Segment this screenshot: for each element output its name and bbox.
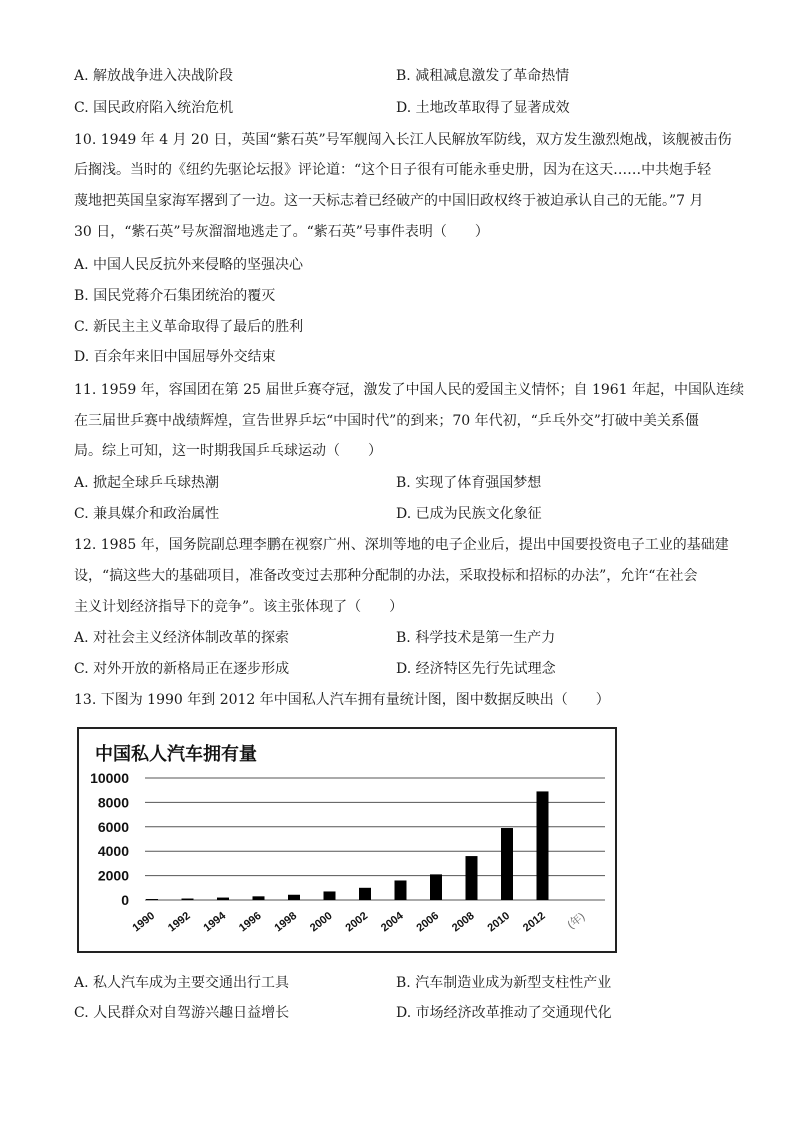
q12-option-b: B. 科学技术是第一生产力	[396, 630, 556, 646]
q10-stem-line: 30 日，“紫石英”号灰溜溜地逃走了。“紫石英”号事件表明（ ）	[74, 224, 489, 240]
q12-stem-line: 设，“搞这些大的基础项目，准备改变过去那种分配制的办法，采取投标和招标的办法”，允许“在社会	[74, 568, 698, 584]
q13-option-a: A. 私人汽车成为主要交通出行工具	[74, 975, 290, 991]
q10-stem-line: 后搁浅。当时的《纽约先驱论坛报》评论道：“这个日子很有可能永垂史册，因为在这天……中共炮手轻	[74, 162, 712, 178]
q10-option-c: C. 新民主主义革命取得了最后的胜利	[74, 319, 304, 335]
bar-2002	[359, 888, 371, 900]
q12-option-c: C. 对外开放的新格局正在逐步形成	[74, 661, 290, 677]
q9-option-a: A. 解放战争进入决战阶段	[74, 68, 234, 84]
q12-stem-line: 主义计划经济指导下的竞争”。该主张体现了（ ）	[74, 599, 404, 615]
x-tick-label: 1996	[236, 909, 264, 935]
y-tick-label: 10000	[90, 770, 129, 786]
x-axis-ticks	[130, 909, 547, 934]
bar-2012	[537, 791, 549, 900]
y-tick-label: 6000	[97, 818, 129, 835]
bar-1990	[146, 899, 158, 900]
q10-option-a: A. 中国人民反抗外来侵略的坚强决心	[74, 257, 304, 273]
q11-stem-line: 11. 1959 年，容国团在第 25 届世乒赛夺冠，激发了中国人民的爱国主义情怀；自 1961 年起，中国队连续	[74, 382, 745, 398]
y-axis-ticks	[90, 770, 129, 908]
q11-stem-line: 局。综上可知，这一时期我国乒乓球运动（ ）	[74, 443, 382, 459]
chart-title: 中国私人汽车拥有量	[95, 744, 257, 764]
x-tick-label: 1990	[130, 909, 158, 935]
q10-option-d: D. 百余年来旧中国屈辱外交结束	[74, 349, 276, 365]
x-tick-label: 2004	[378, 909, 406, 935]
y-tick-label: 4000	[97, 843, 129, 860]
chart-grid	[145, 778, 605, 900]
q13-option-b: B. 汽车制造业成为新型支柱性产业	[396, 975, 612, 991]
x-tick-label: 2012	[520, 909, 548, 935]
bar-1992	[182, 899, 194, 900]
q13-option-c: C. 人民群众对自驾游兴趣日益增长	[74, 1005, 290, 1021]
q10-stem-line: 蔑地把英国皇家海军撂到了一边。这一天标志着已经破产的中国旧政权终于被迫承认自己的无能。”7 月	[74, 193, 704, 209]
y-tick-label: 0	[121, 892, 129, 908]
q13-option-d: D. 市场经济改革推动了交通现代化	[396, 1005, 612, 1021]
q11-stem-line: 在三届世乒赛中战绩辉煌，宣告世界乒坛“中国时代”的到来；70 年代初，“乒乓外交”打破中美关系僵	[74, 413, 699, 429]
q10-option-b: B. 国民党蒋介石集团统治的覆灭	[74, 288, 276, 304]
q11-option-d: D. 已成为民族文化象征	[396, 506, 542, 522]
x-tick-label: 2002	[343, 909, 371, 935]
x-tick-label: 1998	[272, 909, 300, 935]
x-tick-label: 2010	[485, 909, 513, 935]
private-car-chart	[77, 727, 617, 953]
x-tick-label: 1994	[201, 909, 229, 935]
bar-1994	[217, 898, 229, 900]
bar-2006	[430, 874, 442, 900]
y-tick-label: 8000	[97, 794, 129, 811]
chart-bars	[146, 791, 549, 900]
q11-option-a: A. 掀起全球乒乓球热潮	[74, 475, 220, 491]
bar-2008	[466, 856, 478, 900]
x-tick-label: 1992	[165, 909, 193, 935]
y-tick-label: 2000	[97, 867, 129, 884]
q9-option-d: D. 土地改革取得了显著成效	[396, 100, 570, 116]
bar-2004	[395, 880, 407, 900]
x-axis-unit-label: (年)	[565, 910, 588, 932]
q12-option-d: D. 经济特区先行先试理念	[396, 661, 556, 677]
bar-2000	[324, 891, 336, 900]
bar-1996	[253, 896, 265, 900]
chart-svg	[79, 729, 615, 951]
q12-stem-line: 12. 1985 年，国务院副总理李鹏在视察广州、深圳等地的电子企业后，提出中国要投资电子工业的基础建	[74, 537, 729, 553]
q13-stem: 13. 下图为 1990 年到 2012 年中国私人汽车拥有量统计图，图中数据反映出（ ）	[74, 692, 610, 708]
x-tick-label: 2000	[307, 909, 335, 935]
x-tick-label: 2006	[414, 909, 442, 935]
q9-option-b: B. 减租减息激发了革命热情	[396, 68, 570, 84]
q9-option-c: C. 国民政府陷入统治危机	[74, 100, 234, 116]
q11-option-b: B. 实现了体育强国梦想	[396, 475, 542, 491]
q12-option-a: A. 对社会主义经济体制改革的探索	[74, 630, 290, 646]
bar-1998	[288, 895, 300, 900]
bar-2010	[501, 828, 513, 900]
q10-stem-line: 10. 1949 年 4 月 20 日，英国“紫石英”号军舰闯入长江人民解放军防线，双方发生激烈炮战，该舰被击伤	[74, 132, 732, 148]
q11-option-c: C. 兼具媒介和政治属性	[74, 506, 220, 522]
x-tick-label: 2008	[449, 909, 477, 935]
